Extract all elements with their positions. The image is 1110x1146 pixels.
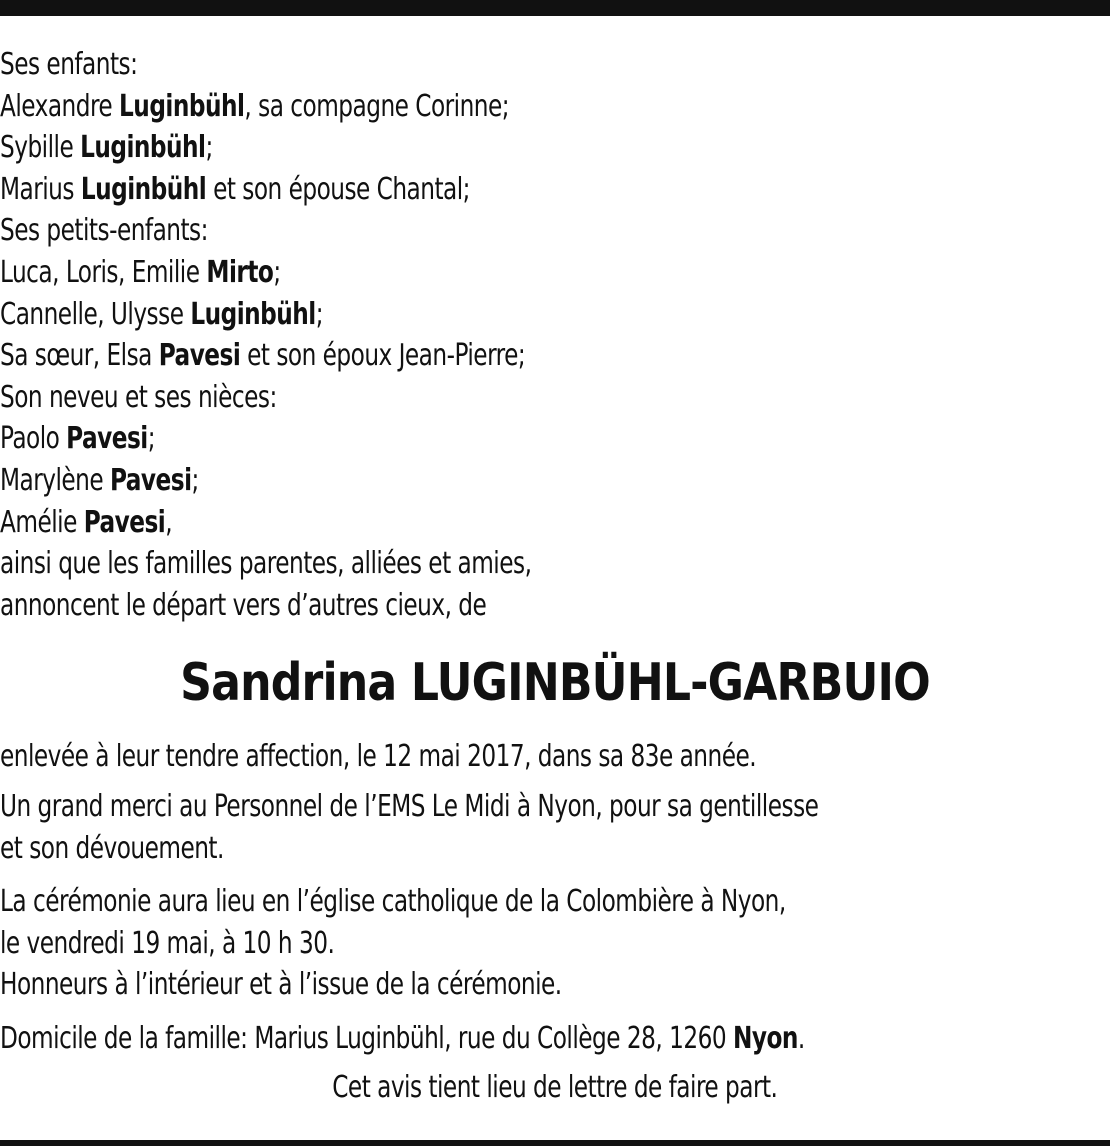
- paragraph-1: [0, 736, 1110, 778]
- closing-line-2: [0, 585, 1110, 627]
- top-rule: [0, 0, 1110, 16]
- deceased-name-text: Sandrina LUGINBÜHL-GARBUIO: [180, 653, 930, 714]
- n3-surname: Pavesi: [83, 504, 166, 540]
- paragraph-2-line-1: [0, 786, 1110, 828]
- child1-rest: , sa compagne Corinne;: [244, 88, 510, 124]
- niece-line-2: [0, 502, 1110, 544]
- domicile-suffix: .: [797, 1020, 805, 1056]
- paragraph-2-line-1-text: Un grand merci au Personnel de l’EMS Le Midi à Nyon, pour sa gentillesse: [0, 788, 819, 824]
- child2-surname: Luginbühl: [80, 130, 206, 166]
- nephews-heading-text: Son neveu et ses nièces:: [0, 379, 277, 415]
- child3-first: Marius: [0, 171, 81, 207]
- paragraph-2-line-2-text: et son dévouement.: [0, 830, 224, 866]
- gc2-surname: Luginbühl: [190, 296, 316, 332]
- sister-first: Sa sœur, Elsa: [0, 338, 159, 374]
- child-line-2: [0, 127, 1110, 169]
- domicile-text: Domicile de la famille: Marius Luginbühl, rue du Collège 28, 1260: [0, 1020, 733, 1056]
- paragraph-3-line-3: [0, 964, 1110, 1006]
- gc1-rest: ;: [273, 254, 281, 290]
- closing-2-text: annoncent le départ vers d’autres cieux, de: [0, 587, 487, 623]
- gc2-rest: ;: [315, 296, 324, 332]
- n2-first: Marylène: [0, 462, 110, 498]
- bottom-rule: [0, 1140, 1110, 1146]
- paragraph-3-line-3-text: Honneurs à l’intérieur et à l’issue de la cérémonie.: [0, 967, 562, 1003]
- n1-rest: ;: [147, 421, 156, 457]
- n1-surname: Pavesi: [66, 421, 148, 457]
- sister-line: [0, 335, 1110, 377]
- paragraph-3-line-1-text: La cérémonie aura lieu en l’église catholique de la Colombière à Nyon,: [0, 884, 786, 920]
- domicile-city: Nyon: [732, 1020, 798, 1056]
- child2-rest: ;: [205, 130, 213, 166]
- nephew-line-1: [0, 418, 1110, 460]
- child-line-3: [0, 169, 1110, 211]
- paragraph-5: [0, 1067, 1110, 1109]
- grandchildren-heading-text: Ses petits-enfants:: [0, 213, 208, 249]
- grandchildren-heading: [0, 210, 1110, 252]
- paragraph-3-line-1: [0, 881, 1110, 923]
- grandchild-line-1: [0, 252, 1110, 294]
- n3-first: Amélie: [0, 504, 84, 540]
- sister-rest: et son époux Jean-Pierre;: [240, 338, 526, 374]
- child3-rest: et son épouse Chantal;: [206, 171, 470, 207]
- nephews-heading: [0, 377, 1110, 419]
- n2-rest: ;: [191, 462, 199, 498]
- n2-surname: Pavesi: [109, 462, 192, 498]
- obituary-notice: [0, 44, 1110, 1109]
- gc1-first: Luca, Loris, Emilie: [0, 254, 207, 290]
- grandchild-line-2: [0, 294, 1110, 336]
- paragraph-3-line-2: [0, 923, 1110, 965]
- closing-line-1: [0, 543, 1110, 585]
- paragraph-1-text: enlevée à leur tendre affection, le 12 mai 2017, dans sa 83e année.: [0, 739, 757, 775]
- paragraph-5-text: Cet avis tient lieu de lettre de faire part.: [332, 1070, 778, 1106]
- children-heading: [0, 44, 1110, 86]
- gc1-surname: Mirto: [206, 254, 274, 290]
- children-heading-text: Ses enfants:: [0, 47, 138, 82]
- n1-first: Paolo: [0, 421, 67, 457]
- paragraph-2-line-2: [0, 828, 1110, 870]
- child1-first: Alexandre: [0, 88, 120, 124]
- child1-surname: Luginbühl: [119, 88, 245, 124]
- deceased-name: [0, 648, 1110, 718]
- sister-surname: Pavesi: [158, 338, 241, 374]
- niece-line-1: [0, 460, 1110, 502]
- closing-1-text: ainsi que les familles parentes, alliées et amies,: [0, 546, 532, 582]
- paragraph-4: [0, 1018, 1110, 1060]
- child3-surname: Luginbühl: [80, 171, 207, 207]
- gc2-first: Cannelle, Ulysse: [0, 296, 191, 332]
- n3-rest: ,: [165, 504, 173, 540]
- paragraph-3-line-2-text: le vendredi 19 mai, à 10 h 30.: [0, 925, 335, 961]
- child-line-1: [0, 86, 1110, 128]
- child2-first: Sybille: [0, 130, 81, 166]
